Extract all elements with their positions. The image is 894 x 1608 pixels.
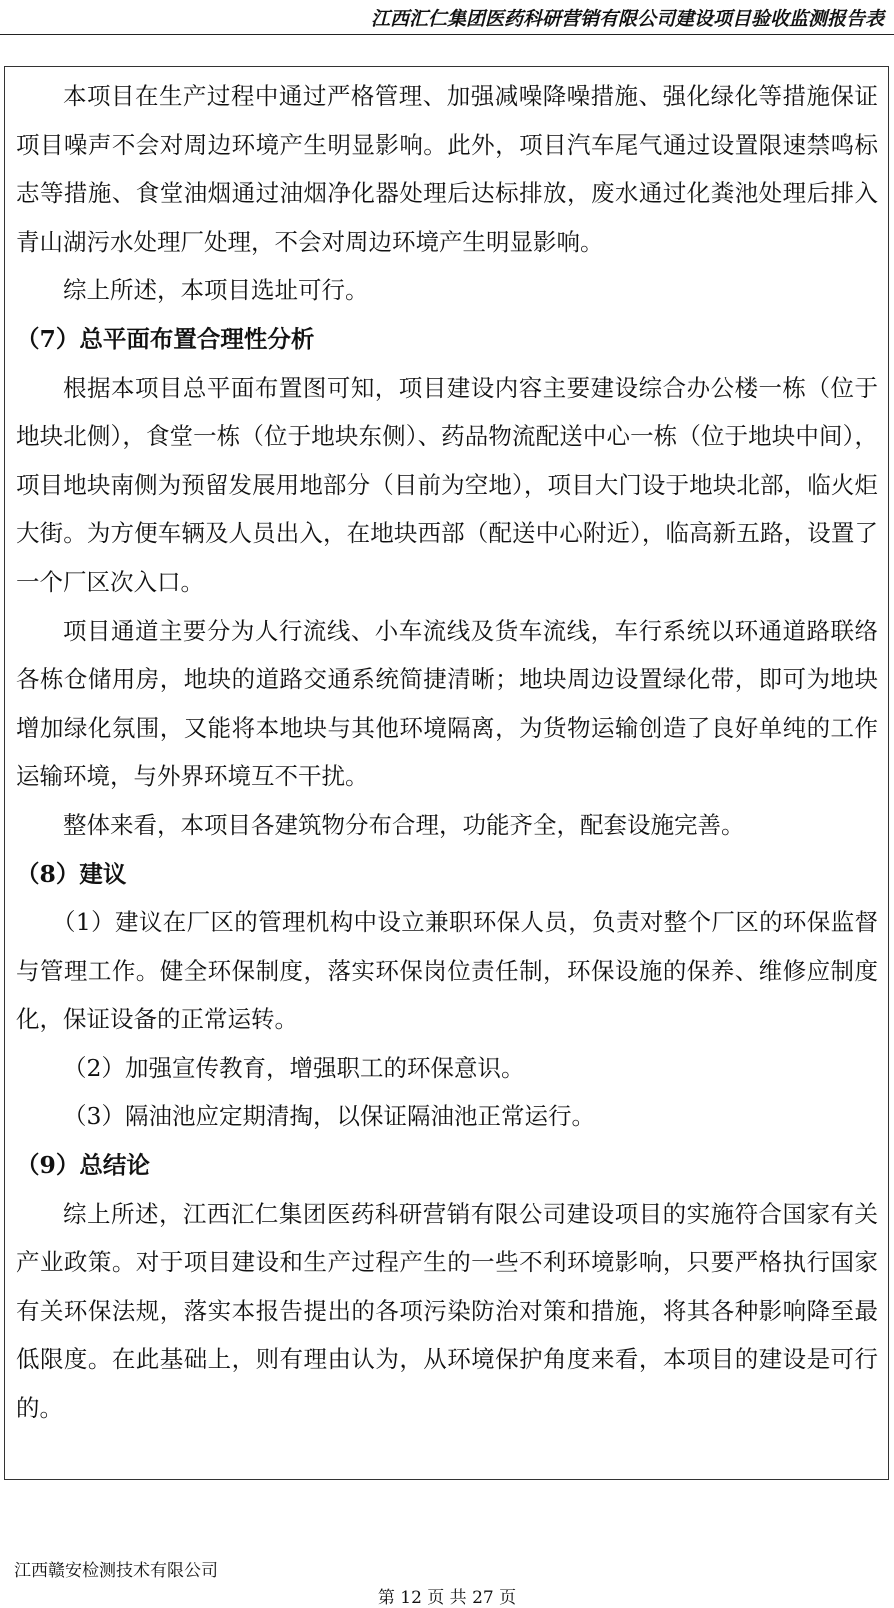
paragraph-layout-summary: 整体来看，本项目各建筑物分布合理，功能齐全，配套设施完善。 [63, 810, 745, 839]
suggestion-item-2: （2）加强宣传教育，增强职工的环保意识。 [63, 1053, 525, 1082]
paragraph-site-conclusion: 综上所述，本项目选址可行。 [63, 276, 369, 305]
report-header-title: 江西汇仁集团医药科研营销有限公司建设项目验收监测报告表 [370, 8, 884, 30]
paragraph-traffic-flow: 项目通道主要分为人行流线、小车流线及货车流线，车行系统以环通道路联络各栋仓储用房，地块的道路交通系统简捷清晰；地块周边设置绿化带，即可为地块增加绿化氛围，又能将本地块与其他环境隔离，为货物运输创造了良好单纯的工作运输环境，与外界环境互不干扰。 [16, 616, 878, 791]
report-body [16, 72, 878, 1433]
header-divider [0, 34, 894, 35]
footer-page-number: 第 12 页 共 27 页 [377, 1588, 517, 1608]
section-heading-suggestions: （8）建议 [16, 859, 127, 888]
section-heading-conclusion: （9）总结论 [16, 1151, 150, 1180]
paragraph-layout-description: 根据本项目总平面布置图可知，项目建设内容主要建设综合办公楼一栋（位于地块北侧），食堂一栋（位于地块东侧）、药品物流配送中心一栋（位于地块中间），项目地块南侧为预留发展用地部分（目前为空地），项目大门设于地块北部，临火炬大街。为方便车辆及人员出入，在地块西部（配送中心附近），临高新五路，设置了一个厂区次入口。 [16, 373, 878, 596]
footer-company-name: 江西赣安检测技术有限公司 [14, 1561, 218, 1581]
suggestion-item-3: （3）隔油池应定期清掏，以保证隔油池正常运行。 [63, 1102, 595, 1131]
paragraph-noise-measures: 本项目在生产过程中通过严格管理、加强减噪降噪措施、强化绿化等措施保证项目噪声不会对周边环境产生明显影响。此外，项目汽车尾气通过设置限速禁鸣标志等措施、食堂油烟通过油烟净化器处理后达标排放，废水通过化粪池处理后排入青山湖污水处理厂处理，不会对周边环境产生明显影响。 [16, 82, 878, 256]
suggestion-item-1: （1）建议在厂区的管理机构中设立兼职环保人员，负责对整个厂区的环保监督与管理工作。健全环保制度，落实环保岗位责任制，环保设施的保养、维修应制度化，保证设备的正常运转。 [16, 908, 878, 1034]
paragraph-final-conclusion: 综上所述，江西汇仁集团医药科研营销有限公司建设项目的实施符合国家有关产业政策。对于项目建设和生产过程产生的一些不利环境影响，只要严格执行国家有关环保法规，落实本报告提出的各项污染防治对策和措施，将其各种影响降至最低限度。在此基础上，则有理由认为，从环境保护角度来看，本项目的建设是可行的。 [16, 1199, 878, 1423]
section-heading-layout: （7）总平面布置合理性分析 [16, 324, 315, 353]
